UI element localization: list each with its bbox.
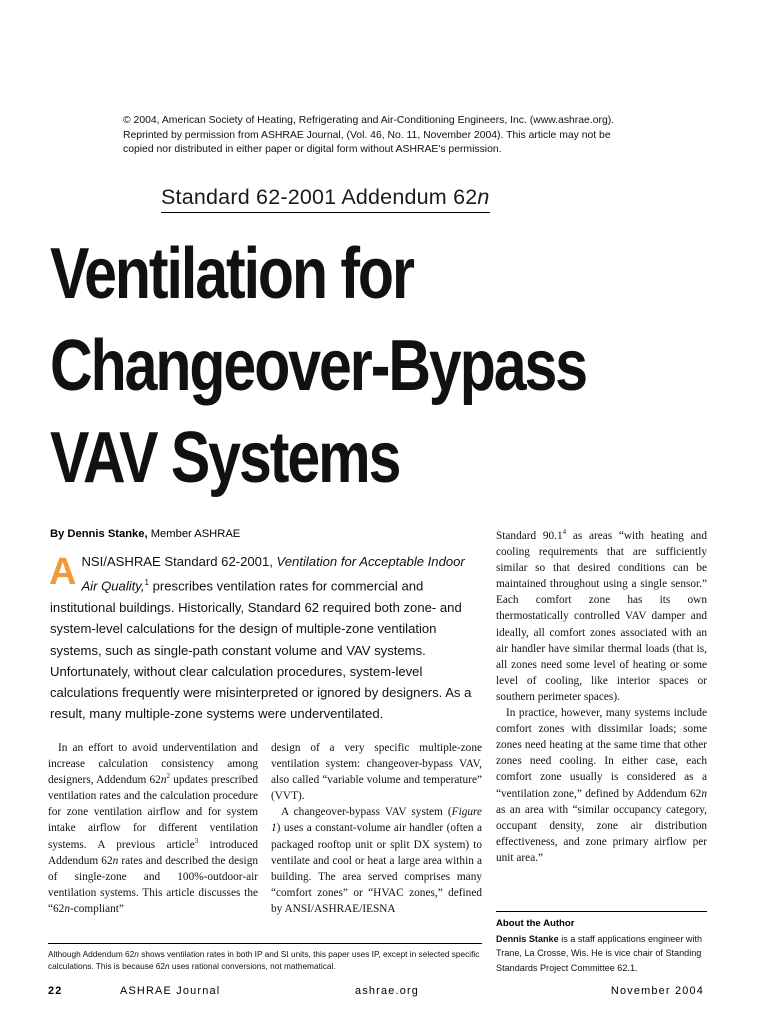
kicker-suffix: n xyxy=(477,185,490,209)
reference-mark: 1 xyxy=(144,578,149,588)
standard-title: Ventilation for Acceptable Indoor Air Quality, xyxy=(81,554,465,594)
intro-paragraph: ANSI/ASHRAE Standard 62-2001, Ventilation for Acceptable Indoor Air Quality,$^1$ prescribes ventilation rates for commercial and institutional buildings. Historically, Standard 62 required both zone- and system-level calculations for the design of multiple-zone ventilation systems, such as single-path constant volume and VAV systems. Unfortunately, without clear calculation procedures, system-level calculations frequently were misinterpreted or ignored by designers. As a result, many multiple-zone systems were underventilated. xyxy=(49,551,472,722)
footnote: Although Addendum 62n shows ventilation rates in both IP and SI units, this paper uses IP, except in selected specific calculations. This is because 62n uses rational conversions, not mathematical. xyxy=(48,949,480,971)
drop-cap: A xyxy=(49,551,77,593)
section-kicker xyxy=(161,185,591,213)
paragraph: In practice, however, many systems include comfort zones with dissimilar loads; some zones need heating at the same time that other zones need cooling. In either case, each comfort zone usually is considered as a “ventilation zone,” defined by Addendum 62n as an area with “similar occupancy category, occupant density, zone air distribution effectiveness, and zone primary airflow per unit area.” xyxy=(496,707,707,864)
body-column-1 xyxy=(48,740,258,917)
copyright-notice: © 2004, American Society of Heating, Refrigerating and Air-Conditioning Engineers, Inc. (www.ashrae.org). Reprinted by permission from ASHRAE Journal, (Vol. 46, No. 11, November 2004). This article may not be copied nor distributed in either paper or digital form without ASHRAE's permission. xyxy=(123,115,615,155)
figure-reference: Figure 1 xyxy=(271,806,482,835)
author-role: Member ASHRAE xyxy=(147,528,241,540)
page-number: 22 xyxy=(48,985,63,997)
headline-line: Changeover-Bypass xyxy=(50,326,587,406)
divider xyxy=(496,911,707,912)
body-column-3 xyxy=(496,528,707,866)
headline-line: VAV Systems xyxy=(50,418,400,498)
publication-name: ASHRAE Journal xyxy=(120,985,221,997)
kicker-text: Standard 62-2001 Addendum 62 xyxy=(161,185,478,209)
article-headline xyxy=(50,228,624,504)
issue-date: November 2004 xyxy=(610,985,704,997)
author-name: By Dennis Stanke, xyxy=(50,528,148,540)
byline xyxy=(50,528,240,540)
paragraph: A changeover-bypass VAV system (Figure 1) uses a constant-volume air handler (often a packaged rooftop unit or split DX system) to ventilate and cool or heat a large area within a building. The area served comprises many “comfort zones” or “HVAC zones,” defined by ANSI/ASHRAE/IESNA xyxy=(271,806,482,915)
paragraph: design of a very specific multiple-zone ventilation system: changeover-bypass VAV, also called “variable volume and temperature” (VVT). xyxy=(271,742,482,803)
divider xyxy=(48,943,482,944)
paragraph: Standard 90.1$^4$ as areas “with heating and cooling requirements that are sufficiently similar so that desired conditions can be maintained throughout using a single sensor.” Each comfort zone has its own thermostatically controlled VAV damper and ideally, all comfort zones associated with an air handler have similar thermal loads (that is, all zones need some level of heating or some level of cooling, like interior spaces or southern perimeter spaces). xyxy=(496,528,707,703)
about-author-text: Dennis Stanke is a staff applications engineer with Trane, La Crosse, Wis. He is vice chair of Standing Standards Project Committee 62.1. xyxy=(496,934,703,973)
body-column-2 xyxy=(271,740,482,917)
headline-line: Ventilation for xyxy=(50,234,413,314)
about-author-heading: About the Author xyxy=(496,918,575,929)
paragraph: In an effort to avoid underventilation and increase calculation consistency among designers, Addendum $62n^2$ updates prescribed ventilation rates and the calculation procedure for zone ventilation airflow and for system intake airflow for different ventilation systems. A previous article$^3$ introduced Addendum 62n rates and described the design of single-zone and 100%-outdoor-air ventilation systems. This article discusses the “62n-compliant” xyxy=(48,742,258,915)
website: ashrae.org xyxy=(355,985,420,997)
